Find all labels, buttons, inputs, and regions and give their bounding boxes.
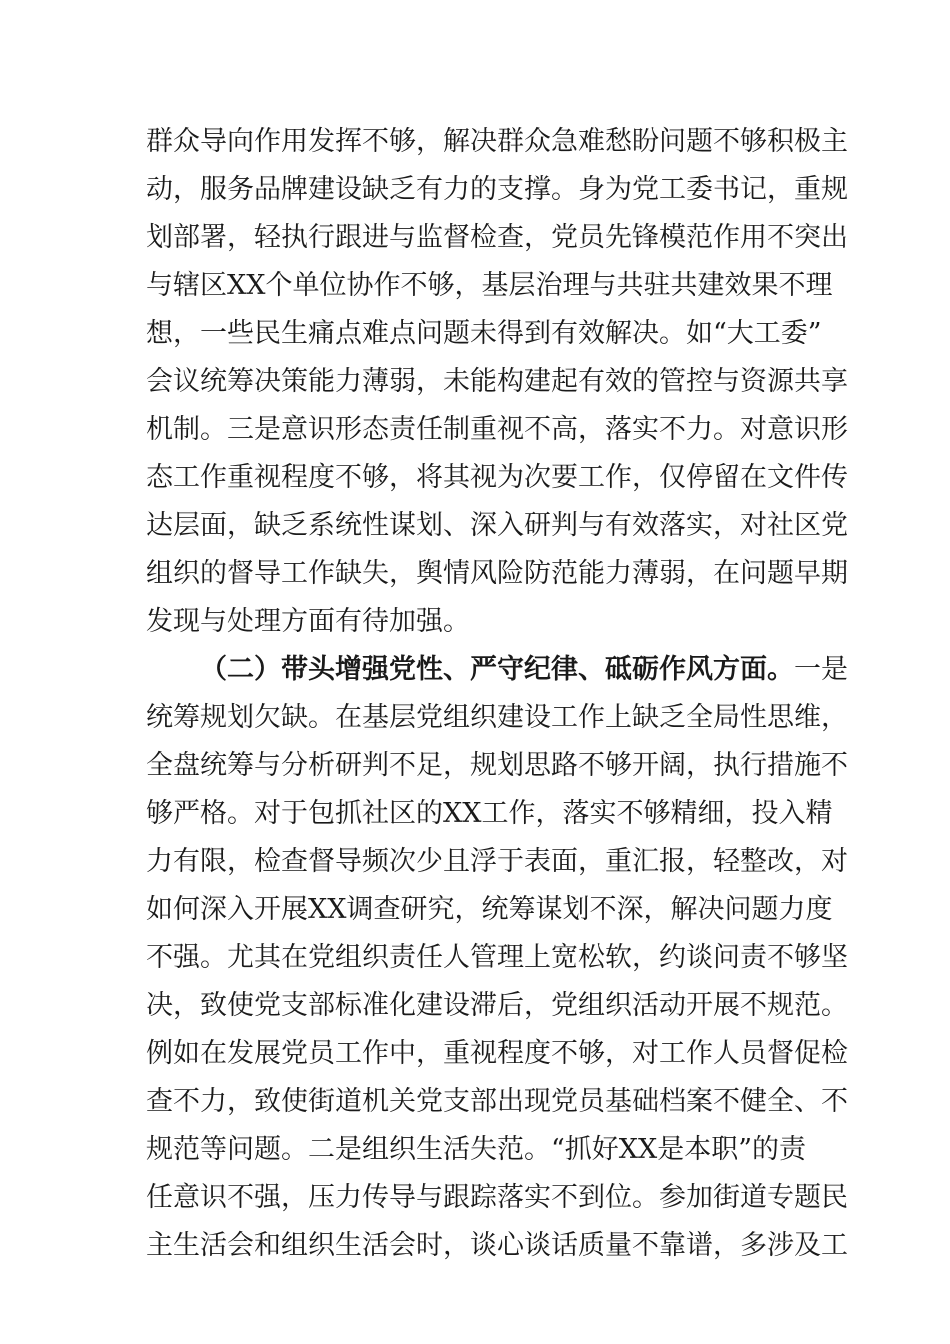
text-line: 想，一些民生痛点难点问题未得到有效解决。如“大工委”: [146, 318, 822, 349]
text-line: 决，致使党支部标准化建设滞后，党组织活动开展不规范。: [146, 990, 848, 1021]
text-line: 够严格。对于包抓社区的XX工作，落实不够精细，投入精: [146, 798, 833, 829]
text-line: 动，服务品牌建设缺乏有力的支撑。身为党工委书记，重规: [146, 174, 848, 205]
text-line: 与辖区XX个单位协作不够，基层治理与共驻共建效果不理: [146, 270, 833, 301]
text-line: 机制。三是意识形态责任制重视不高，落实不力。对意识形: [146, 414, 848, 445]
text-line: 主生活会和组织生活会时，谈心谈话质量不靠谱，多涉及工: [146, 1230, 848, 1261]
text-line: 不强。尤其在党组织责任人管理上宽松软，约谈问责不够坚: [146, 942, 848, 973]
text-line: 全盘统筹与分析研判不足，规划思路不够开阔，执行措施不: [146, 750, 848, 781]
text-line: 统筹规划欠缺。在基层党组织建设工作上缺乏全局性思维，: [146, 702, 848, 733]
text-line: 力有限，检查督导频次少且浮于表面，重汇报，轻整改，对: [146, 846, 848, 877]
text-line: 任意识不强，压力传导与跟踪落实不到位。参加街道专题民: [146, 1182, 848, 1213]
text-line: 查不力，致使街道机关党支部出现党员基础档案不健全、不: [146, 1086, 848, 1117]
text-line: 如何深入开展XX调查研究，统筹谋划不深，解决问题力度: [146, 894, 833, 925]
text-line: 发现与处理方面有待加强。: [146, 606, 470, 637]
text-line: 会议统筹决策能力薄弱，未能构建起有效的管控与资源共享: [146, 366, 848, 397]
text-line: 达层面，缺乏系统性谋划、深入研判与有效落实，对社区党: [146, 510, 848, 541]
text-line: 态工作重视程度不够，将其视为次要工作，仅停留在文件传: [146, 462, 848, 493]
text-line: 组织的督导工作缺失，舆情风险防范能力薄弱，在问题早期: [146, 558, 848, 589]
section-heading-title: （二）带头增强党性、严守纪律、砥砺作风方面。: [200, 654, 794, 685]
section-heading: [200, 648, 848, 692]
text-line: 群众导向作用发挥不够，解决群众急难愁盼问题不够积极主: [146, 126, 848, 157]
section-heading-rest: 一是: [794, 654, 848, 685]
text-line: 规范等问题。二是组织生活失范。“抓好XX是本职”的责: [146, 1134, 807, 1165]
text-line: 划部署，轻执行跟进与监督检查，党员先锋模范作用不突出: [146, 222, 848, 253]
text-line: 例如在发展党员工作中，重视程度不够，对工作人员督促检: [146, 1038, 848, 1069]
